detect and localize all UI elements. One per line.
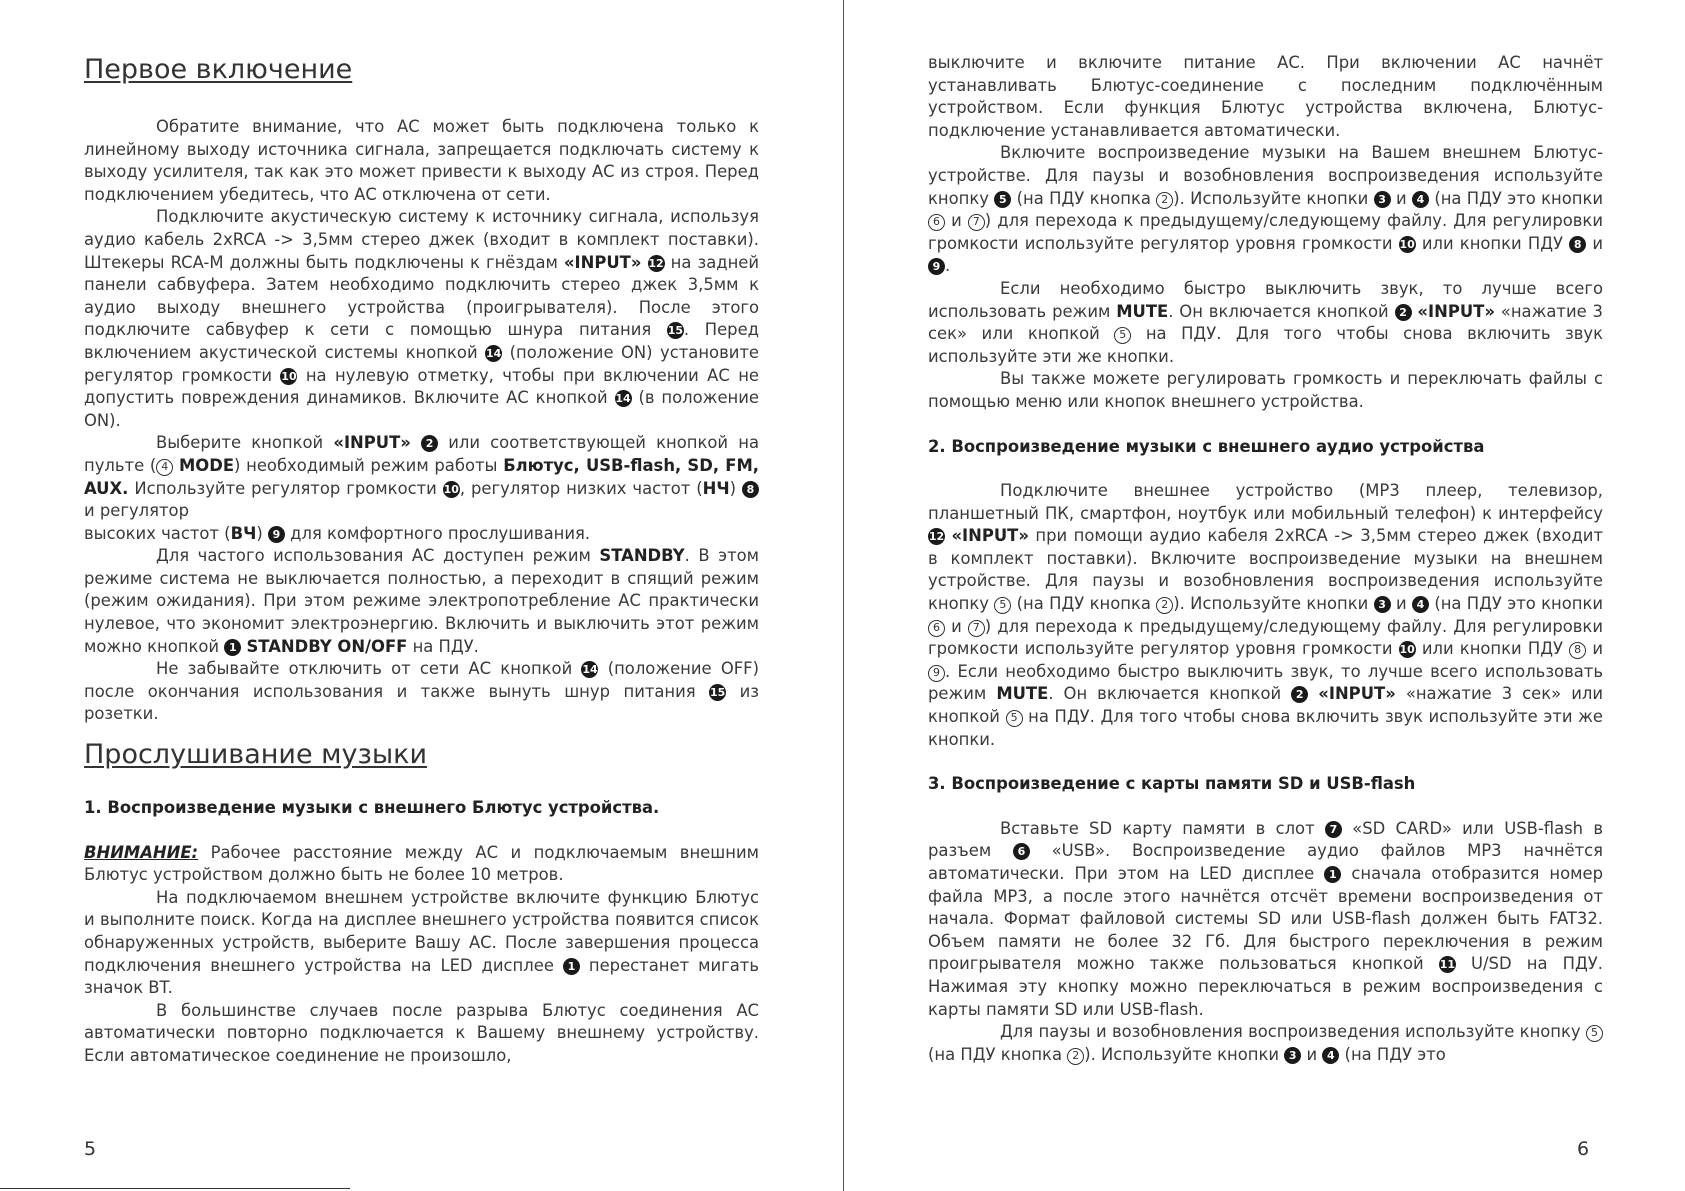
callout-number: 14 bbox=[615, 392, 631, 406]
paragraph: Выберите кнопкой «INPUT» 2 или соответствующей кнопкой на пульте ( 4 MODE) необходимый режим работы Блютус, USB-flash, SD, FM, AUX. Используйте регулятор громкости 10, регулятор низких частот (НЧ) 8 и регулятор bbox=[84, 433, 759, 521]
callout-number: 5 bbox=[994, 191, 1011, 208]
paragraph: Вы также можете регулировать громкость и переключать файлы с помощью меню или кнопок внешнего устройства. bbox=[928, 369, 1603, 411]
page-number: 6 bbox=[1577, 1138, 1590, 1160]
callout-number: 4 bbox=[1412, 596, 1429, 613]
paragraph: Для частого использования АС доступен режим STANDBY. В этом режиме система не выключается полностью, а переходит в спящий режим (режим ожидания). При этом режиме электропотребление АС практически нулевое, что экономит электроэнергию. Включить и выключить этот режим можно кнопкой 1 STANDBY ON/OFF на ПДУ. bbox=[84, 546, 760, 656]
paragraph: Обратите внимание, что АС может быть подключена только к линейному выходу источника сигнала, запрещается подключать систему к выходу усилителя, так как это может привести к выходу АС из строя. Перед подключением убедитесь, что АС отключена от сети. bbox=[84, 117, 759, 204]
callout-number: 2 bbox=[421, 435, 438, 452]
paragraph: Подключите акустическую систему к источнику сигнала, используя аудио кабель 2xRCA -> 3,5мм стерео джек (входит в комплект поставки). Штекеры RCA-M должны быть подключены к гнёздам «INPUT» 12 на задней панели сабвуфера. Затем необходимо подключить стерео джек 3,5мм к аудио выходу внешнего устройства (проигрывателя). После этого подключите сабвуфер к сети с помощью шнура питания 15. Перед включением акустической системы кнопкой 14 (положение ON) установите регулятор громкости 10 на нулевую отметку, чтобы при включении АС не допустить повреждения динамиков. Включите АС кнопкой 14 (в положение ON). bbox=[84, 207, 760, 430]
callout-number: 9 bbox=[268, 526, 285, 543]
callout-number: 2 bbox=[1156, 192, 1173, 209]
callout-number: 10 bbox=[281, 369, 297, 383]
callout-number: 12 bbox=[928, 530, 945, 544]
callout-number: 2 bbox=[1156, 597, 1173, 614]
callout-number: 10 bbox=[1399, 643, 1415, 657]
paragraph: Вставьте SD карту памяти в слот 7 «SD CARD» или USB-flash в разъем 6 «USB». Воспроизведение аудио файлов MP3 начнётся автоматически. При этом на LED дисплее 1 сначала отобразится номер файла MP3, а после этого начнётся отсчёт времени воспроизведения от начала. Формат файловой системы SD или USB-flash должен быть FAT32. Объем памяти не более 32 Гб. Для быстрого переключения в режим проигрывателя можно также пользоваться кнопкой 11 U/SD на ПДУ. Нажимая эту кнопку можно переключаться в режим воспроизведения с карты памяти SD или USB-flash. bbox=[928, 818, 1604, 1019]
paragraph: высоких частот (ВЧ) 9 для комфортного прослушивания. bbox=[84, 523, 591, 543]
callout-number: 6 bbox=[1013, 843, 1030, 860]
callout-number: 11 bbox=[1439, 958, 1456, 972]
callout-number: 5 bbox=[994, 597, 1011, 614]
paragraph: В большинстве случаев после разрыва Блютус соединения АС автоматически повторно подключается к Вашему внешнему устройству. Если автоматическое соединение не произошло, bbox=[84, 1000, 759, 1065]
callout-number: 7 bbox=[968, 214, 985, 231]
callout-number: 12 bbox=[648, 256, 664, 270]
heading-sd-usb: 3. Воспроизведение с карты памяти SD и USB-flash bbox=[928, 774, 1416, 794]
paragraph: выключите и включите питание АС. При включении АС начнёт устанавливать Блютус-соединение с последним подключённым устройством. Если функция Блютус устройства включена, Блютус-подключение устанавливается автоматически. bbox=[928, 53, 1603, 140]
callout-number: 7 bbox=[968, 620, 985, 637]
callout-number: 5 bbox=[1586, 1025, 1603, 1042]
callout-number: 5 bbox=[1006, 710, 1023, 727]
paragraph: Включите воспроизведение музыки на Вашем внешнем Блютус-устройстве. Для паузы и возобновления воспроизведения используйте кнопку 5 (на ПДУ кнопка 2 ). Используйте кнопки 3 и 4 (на ПДУ это кнопки 6 и 7 ) для перехода к предыдущему/следующему файлу. Для регулировки громкости используйте регулятор уровня громкости 10 или кнопки ПДУ 8 и 9 . bbox=[928, 143, 1604, 276]
callout-number: 1 bbox=[224, 639, 241, 656]
paragraph: Если необходимо быстро выключить звук, то лучше всего использовать режим MUTE. Он включается кнопкой 2 «INPUT» «нажатие 3 сек» или кнопкой 5 на ПДУ. Для того чтобы снова включить звук используйте эти же кнопки. bbox=[928, 278, 1603, 366]
callout-number: 4 bbox=[1412, 191, 1429, 208]
callout-number: 10 bbox=[443, 482, 459, 496]
callout-number: 4 bbox=[156, 459, 173, 476]
left-column bbox=[84, 52, 759, 1068]
callout-number: 15 bbox=[667, 324, 684, 338]
callout-number: 8 bbox=[742, 481, 759, 498]
callout-number: 3 bbox=[1374, 191, 1391, 208]
callout-number: 10 bbox=[1399, 237, 1415, 251]
right-page bbox=[844, 0, 1685, 1191]
paragraph: ВНИМАНИЕ: Рабочее расстояние между АС и подключаемым внешним Блютус устройством должно быть не более 10 метров. bbox=[84, 842, 759, 885]
paragraph: Не забывайте отключить от сети АС кнопкой 14 (положение OFF) после окончания использования и также вынуть шнур питания 15 из розетки. bbox=[84, 659, 759, 724]
callout-number: 14 bbox=[485, 346, 502, 360]
callout-number: 3 bbox=[1284, 1047, 1301, 1064]
paragraph: Для паузы и возобновления воспроизведения используйте кнопку 5 (на ПДУ кнопка 2 ). Используйте кнопки 3 и 4 (на ПДУ это bbox=[928, 1021, 1603, 1066]
page-number: 5 bbox=[84, 1138, 97, 1160]
callout-number: 1 bbox=[563, 958, 580, 975]
callout-number: 5 bbox=[1114, 327, 1131, 344]
callout-number: 1 bbox=[1324, 866, 1341, 883]
paragraph: На подключаемом внешнем устройстве включите функцию Блютус и выполните поиск. Когда на дисплее внешнего устройства появится список обнаруженных устройств, выберите Вашу АС. После завершения процесса подключения внешнего устройства на LED дисплее 1 перестанет мигать значок BT. bbox=[84, 887, 759, 998]
input-label: «INPUT» bbox=[563, 252, 642, 272]
callout-number: 2 bbox=[1291, 686, 1308, 703]
attention-label: ВНИМАНИЕ: bbox=[84, 842, 199, 862]
callout-number: 14 bbox=[582, 663, 598, 677]
callout-number: 15 bbox=[709, 685, 726, 699]
bottom-rule bbox=[0, 1188, 350, 1189]
callout-number: 8 bbox=[1569, 642, 1586, 659]
callout-number: 2 bbox=[1395, 304, 1412, 321]
heading-music: Прослушивание музыки bbox=[84, 739, 428, 771]
paragraph: Подключите внешнее устройство (MP3 плеер, телевизор, планшетный ПК, смартфон, ноутбук или мобильный телефон) к интерфейсу 12 «INPUT» при помощи аудио кабеля 2xRCA -> 3,5мм стерео джек (входит в комплект поставки). Включите воспроизведение музыки на внешнем устройстве. Для паузы и возобновления воспроизведения используйте кнопку 5 (на ПДУ кнопка 2 ). Используйте кнопки 3 и 4 (на ПДУ это кнопки 6 и 7 ) для перехода к предыдущему/следующему файлу. Для регулировки громкости используйте регулятор уровня громкости 10 или кнопки ПДУ 8 и 9 . Если необходимо быстро выключить звук, то лучше всего использовать режим MUTE. Он включается кнопкой 2 «INPUT» «нажатие 3 сек» или кнопкой 5 на ПДУ. Для того чтобы снова включить звук используйте эти же кнопки. bbox=[928, 481, 1604, 749]
heading-bluetooth: 1. Воспроизведение музыки с внешнего Блютус устройства. bbox=[84, 798, 660, 818]
callout-number: 2 bbox=[1067, 1048, 1084, 1065]
callout-number: 9 bbox=[928, 258, 945, 275]
right-column bbox=[928, 52, 1603, 1066]
callout-number: 8 bbox=[1569, 236, 1586, 253]
callout-number: 4 bbox=[1322, 1047, 1339, 1064]
heading-first-start: Первое включение bbox=[84, 54, 353, 85]
heading-external-audio: 2. Воспроизведение музыки с внешнего аудио устройства bbox=[928, 436, 1485, 456]
callout-number: 6 bbox=[928, 620, 945, 637]
callout-number: 3 bbox=[1374, 596, 1391, 613]
callout-number: 6 bbox=[928, 214, 945, 231]
callout-number: 9 bbox=[928, 665, 945, 682]
callout-number: 7 bbox=[1325, 821, 1342, 838]
